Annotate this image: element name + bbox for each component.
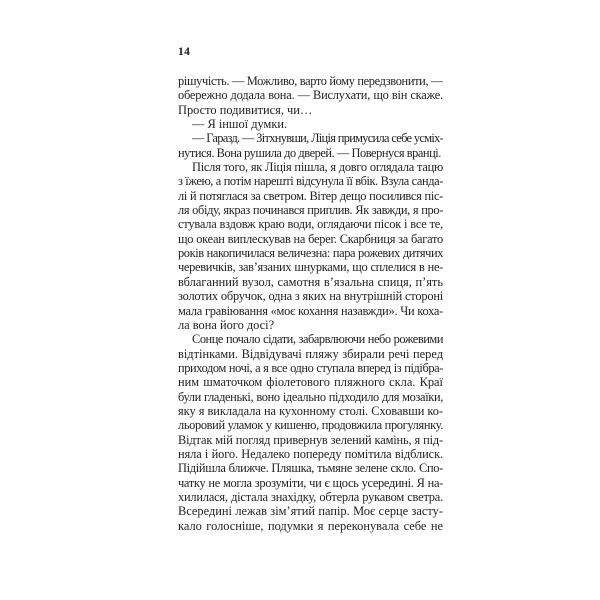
text-line: приходом ночі, а я все одно ступала вперед із підібра- bbox=[178, 360, 443, 375]
text-line: обережно додала вона. — Вислухати, що він скаже. bbox=[178, 88, 443, 103]
text-line: Підійшла ближче. Пляшка, тьмяне зелене скло. Спо- bbox=[178, 461, 443, 476]
text-line: няла і його. Недалеко попереду помітила відблиск. bbox=[178, 446, 443, 461]
text-line: Всередині лежав зім’ятий папір. Моє серце засту- bbox=[178, 504, 443, 519]
text-line: Сонце почало сідати, забарвлюючи небо рожевими bbox=[192, 332, 443, 347]
text-line: Просто подивитися, чи… bbox=[178, 102, 313, 117]
text-line: чатку не могла зрозуміти, чи є щось усередині. Я на- bbox=[178, 475, 443, 490]
text-line: ла вона його досі? bbox=[178, 317, 275, 332]
text-line: ля обіду, якраз починався приплив. Як завжди, я про- bbox=[178, 203, 443, 218]
text-line: стувала вздовж краю води, оглядаючи пісок і все те, bbox=[178, 217, 443, 232]
text-line: кало голосніше, подумки я переконувала себе не bbox=[178, 518, 443, 533]
text-line: золотих обручок, одна з яких на внутрішній стороні bbox=[178, 289, 443, 304]
text-line: були гладенькі, воно ідеально підходило для мозаїки, bbox=[178, 389, 443, 404]
text-line: яку я викладала на кухонному столі. Сховавши ко- bbox=[178, 403, 443, 418]
page-number: 14 bbox=[178, 46, 191, 58]
text-line: рішучість. — Можливо, варто йому передзвонити, — bbox=[178, 74, 443, 88]
text-line: Після того, як Ліція пішла, я довго оглядала тацю bbox=[192, 160, 443, 175]
page-text bbox=[178, 74, 443, 533]
text-line: Відтак мій погляд привернув зелений камінь, я під- bbox=[178, 432, 443, 447]
text-line: ним шматочком фіолетового пляжного скла. Краї bbox=[178, 375, 443, 390]
text-line: хилилася, дістала знахідку, обтерла рукавом светра. bbox=[178, 489, 443, 504]
text-line: вблаганний вузол, самотня в’язальна спиця, п’ять bbox=[178, 274, 443, 289]
text-line: льоровий уламок у кишеню, продовжила прогулянку. bbox=[178, 418, 443, 433]
text-line: черевичків, зав’язаних шнурками, що сплелися в не- bbox=[178, 260, 443, 275]
text-line: що океан виплескував на берег. Скарбниця за багато bbox=[178, 231, 443, 246]
text-line: мала гравіювання «моє кохання назавжди». Чи коха- bbox=[178, 303, 443, 318]
text-line: з їжею, а потім нарешті відсунула її вбік. Взула санда- bbox=[178, 174, 443, 189]
text-line: років накопичилася величезна: пара рожевих дитячих bbox=[178, 246, 443, 261]
text-line: лі й потяглася за светром. Вітер дещо посилився піс- bbox=[178, 188, 443, 203]
text-line: — Гаразд. — Зітхнувши, Ліція примусила себе усміх- bbox=[192, 131, 443, 146]
text-line: — Я іншої думки. bbox=[192, 117, 288, 132]
text-line: нутися. Вона рушила до дверей. — Повернуся вранці. bbox=[178, 145, 441, 160]
text-line: відтінками. Відвідувачі пляжу збирали речі перед bbox=[178, 346, 443, 361]
